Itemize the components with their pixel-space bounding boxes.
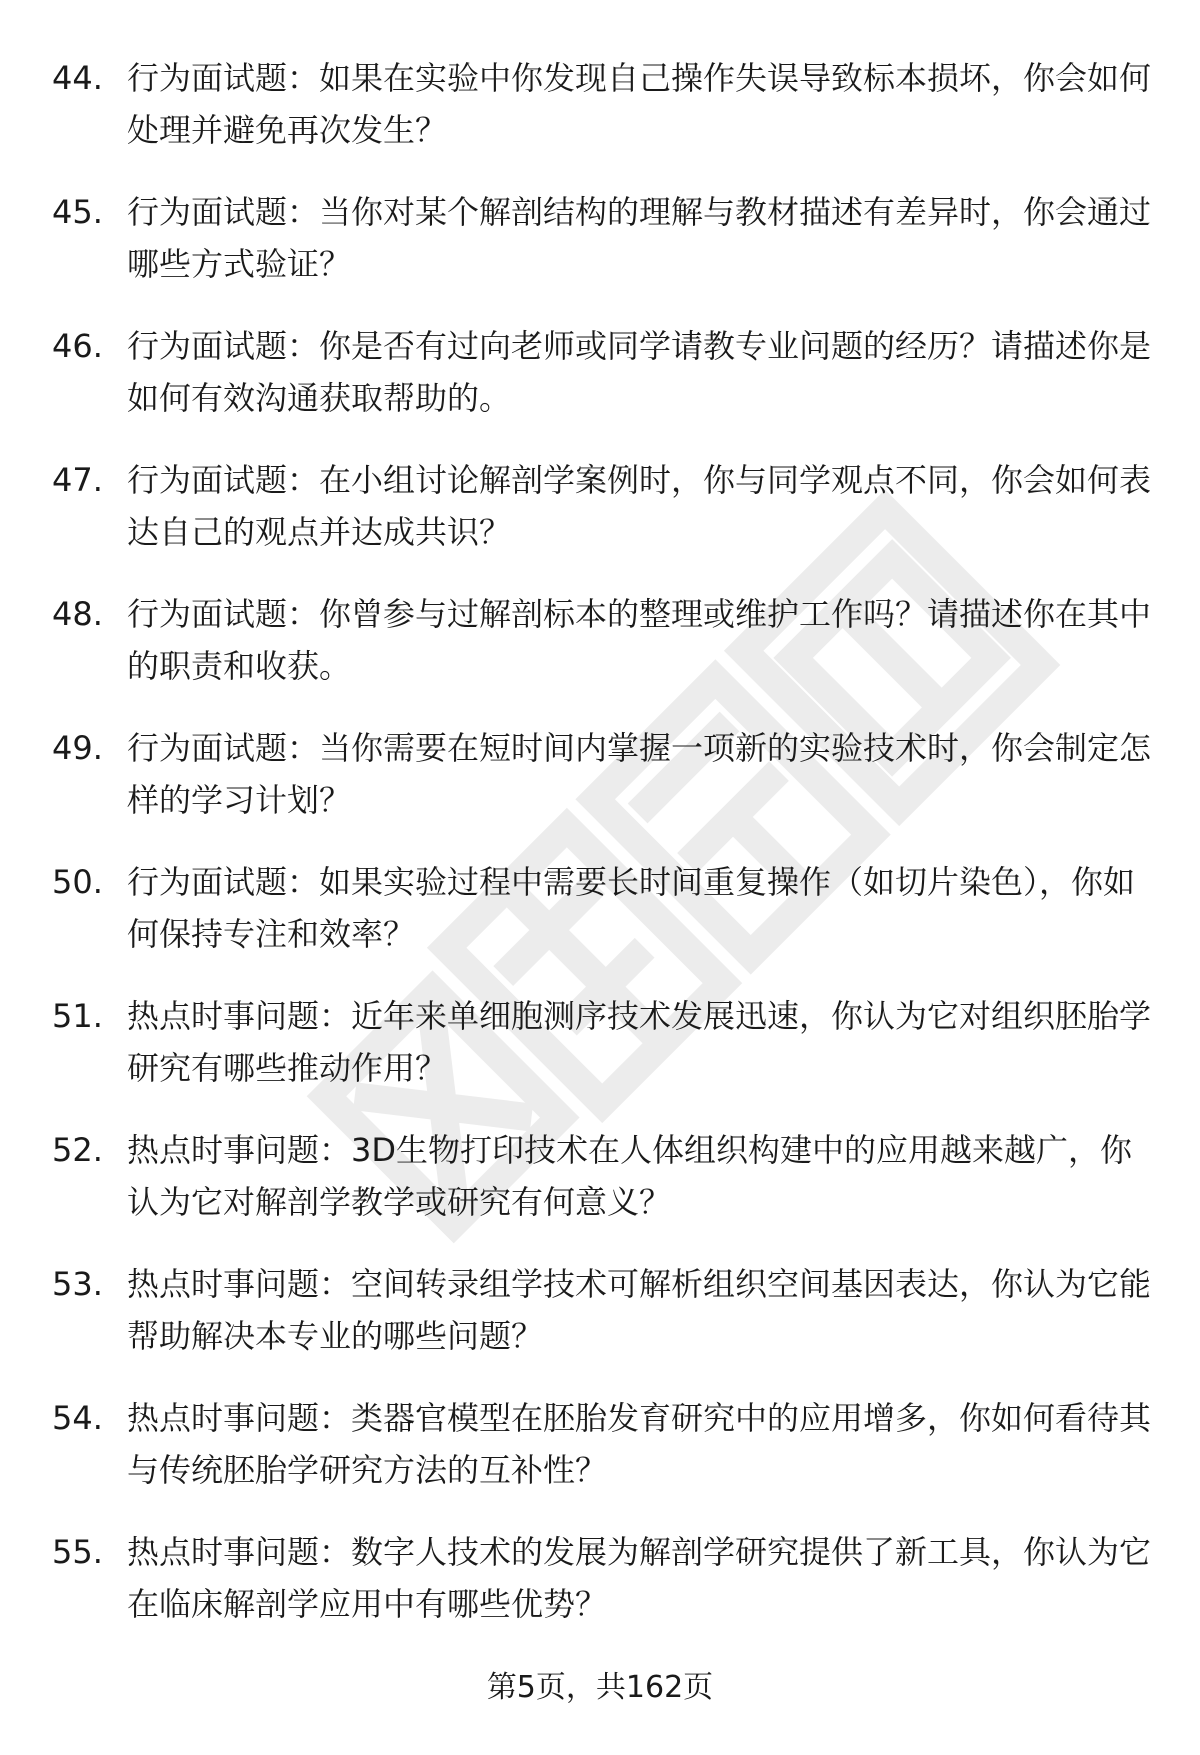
question-number: 48.: [52, 595, 103, 633]
question-text: 热点时事问题：空间转录组学技术可解析组织空间基因表达，你认为它能帮助解决本专业的哪些问题？: [127, 1265, 1152, 1355]
question-text: 热点时事问题：数字人技术的发展为解剖学研究提供了新工具，你认为它在临床解剖学应用中有哪些优势？: [127, 1533, 1152, 1623]
question-item: [0, 990, 1200, 1124]
question-list: [0, 52, 1200, 1660]
question-number: 46.: [52, 327, 103, 365]
question-number: 51.: [52, 997, 103, 1035]
question-item: [0, 1392, 1200, 1526]
question-number: 52.: [52, 1131, 103, 1169]
question-text: 热点时事问题：类器官模型在胚胎发育研究中的应用增多，你如何看待其与传统胚胎学研究方法的互补性？: [127, 1399, 1152, 1489]
question-item: [0, 588, 1200, 722]
question-number: 50.: [52, 863, 103, 901]
question-number: 54.: [52, 1399, 103, 1437]
question-item: [0, 1258, 1200, 1392]
question-item: [0, 52, 1200, 186]
question-text: 行为面试题：你曾参与过解剖标本的整理或维护工作吗？请描述你在其中的职责和收获。: [127, 595, 1152, 685]
page-number-label: 第5页，共162页: [486, 1670, 714, 1705]
question-item: [0, 186, 1200, 320]
question-item: [0, 1526, 1200, 1660]
question-text: 热点时事问题：3D生物打印技术在人体组织构建中的应用越来越广，你认为它对解剖学教学或研究有何意义？: [127, 1131, 1133, 1221]
question-number: 55.: [52, 1533, 103, 1571]
page-footer: [0, 1668, 1200, 1708]
question-item: [0, 722, 1200, 856]
question-item: [0, 1124, 1200, 1258]
question-number: 44.: [52, 59, 103, 97]
question-number: 49.: [52, 729, 103, 767]
question-item: [0, 320, 1200, 454]
question-text: 行为面试题：如果在实验中你发现自己操作失误导致标本损坏，你会如何处理并避免再次发生？: [127, 59, 1152, 149]
question-text: 行为面试题：你是否有过向老师或同学请教专业问题的经历？请描述你是如何有效沟通获取帮助的。: [127, 327, 1152, 417]
question-text: 行为面试题：在小组讨论解剖学案例时，你与同学观点不同，你会如何表达自己的观点并达成共识？: [127, 461, 1152, 551]
question-text: 行为面试题：如果实验过程中需要长时间重复操作（如切片染色），你如何保持专注和效率？: [127, 863, 1136, 953]
question-number: 53.: [52, 1265, 103, 1303]
question-text: 行为面试题：当你需要在短时间内掌握一项新的实验技术时，你会制定怎样的学习计划？: [127, 729, 1152, 819]
question-text: 行为面试题：当你对某个解剖结构的理解与教材描述有差异时，你会通过哪些方式验证？: [127, 193, 1152, 283]
question-number: 45.: [52, 193, 103, 231]
question-item: [0, 454, 1200, 588]
question-number: 47.: [52, 461, 103, 499]
question-item: [0, 856, 1200, 990]
question-text: 热点时事问题：近年来单细胞测序技术发展迅速，你认为它对组织胚胎学研究有哪些推动作用？: [127, 997, 1152, 1087]
